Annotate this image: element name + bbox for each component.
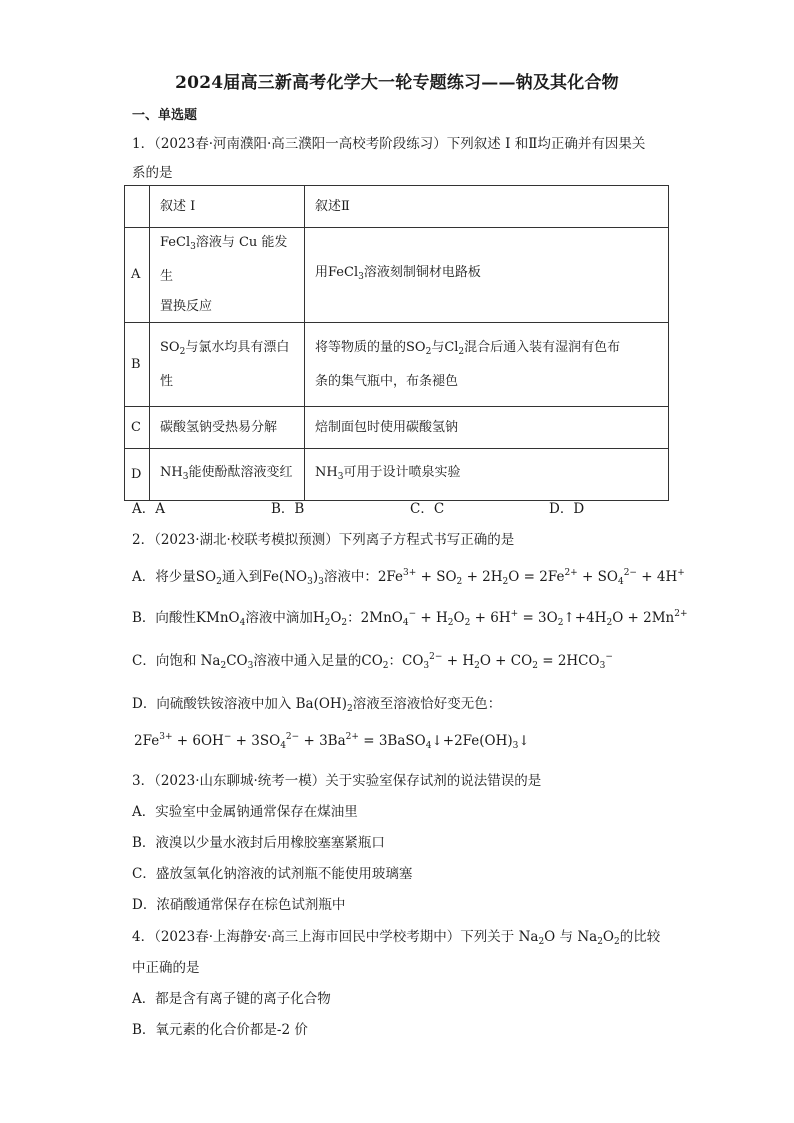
cell-text: 条的集气瓶中，布条褪色 [315, 373, 459, 389]
table-row [125, 407, 669, 449]
table-cell [305, 449, 669, 501]
table-header-cell: 叙述Ⅱ [305, 186, 669, 228]
row-label: D [125, 449, 150, 501]
page-title: 2024届高三新高考化学大一轮专题练习——钠及其化合物 [175, 73, 619, 93]
q1-table [124, 185, 669, 501]
table-row [125, 323, 669, 407]
table-cell [150, 323, 305, 407]
cell-text: 与Cl [431, 339, 459, 355]
cell-text: FeCl [160, 235, 191, 250]
q3-option-a: A．实验室中金属钠通常保存在煤油里 [132, 804, 358, 820]
table-header-cell: 叙述 I [150, 186, 305, 228]
cell-text: 用FeCl [315, 265, 359, 280]
table-cell [150, 228, 305, 323]
q1-stem-line2: 系的是 [132, 165, 173, 181]
q4-stem-line2: 中正确的是 [132, 960, 200, 976]
cell-text: SO [160, 339, 180, 355]
table-header-cell [125, 186, 150, 228]
q1-option-d: D．D [549, 501, 585, 517]
cell-text: 与氯水均具有漂白 [185, 339, 290, 355]
q2-option-c: C．向饱和 $Na_2CO_3$溶液中通入足量的$CO_2$：$CO_3^{2-} + H_2O + CO_2 = 2HCO_3^-$ [132, 652, 613, 671]
q3-option-d: D．浓硝酸通常保存在棕色试剂瓶中 [132, 897, 346, 913]
subscript: 2 [458, 346, 465, 357]
q4-option-b: B．氧元素的化合价都是-2 价 [132, 1022, 308, 1038]
q2-stem: 2．（2023·湖北·校联考模拟预测）下列离子方程式书写正确的是 [132, 532, 515, 548]
q4-stem-line1: 4．（2023春·上海静安·高三上海市回民中学校考期中）下列关于 $Na_2O$ 与 $Na_2O_2$的比较 [132, 929, 661, 947]
row-label: C [125, 407, 150, 449]
table-row [125, 186, 669, 228]
cell-text: NH [315, 464, 338, 480]
q1-option-a: A．A [132, 501, 165, 517]
cell-text: 性 [160, 373, 174, 389]
subscript: 3 [182, 471, 189, 482]
table-row [125, 449, 669, 501]
q2-option-d: D．向硫酸铁铵溶液中加入 $Ba(OH)_2$溶液至溶液恰好变无色： [132, 696, 502, 714]
subscript: 2 [179, 346, 186, 357]
q1-option-c: C．C [410, 501, 445, 517]
subscript: 2 [425, 346, 432, 357]
q3-option-b: B．液溴以少量水液封后用橡胶塞塞紧瓶口 [132, 835, 385, 851]
q2-option-d-equation: $2Fe^{3+} + 6OH^- + 3SO_4^{2-} + 3Ba^{2+}$ = $3BaSO_4↓+2Fe(OH)_3↓$ [134, 732, 530, 751]
table-cell [305, 323, 669, 407]
q4-option-a: A．都是含有离子键的离子化合物 [132, 991, 331, 1007]
table-cell [150, 449, 305, 501]
row-label: B [125, 323, 150, 407]
q3-option-c: C．盛放氢氧化钠溶液的试剂瓶不能使用玻璃塞 [132, 866, 413, 882]
q1-option-b: B．B [271, 501, 305, 517]
cell-text: 溶液与 Cu 能发生 [160, 235, 288, 284]
cell-text: 溶液刻制铜材电路板 [363, 265, 481, 280]
cell-text: 置换反应 [160, 299, 213, 314]
q2-option-a: A．将少量$SO_2$通入到$Fe(NO_3)_3$溶液中：$2Fe^{3+} + SO_2 + 2H_2O = 2Fe^{2+} + SO_4^{2-} + 4H^+$ [132, 568, 685, 587]
subscript: 3 [337, 471, 344, 482]
table-cell [305, 228, 669, 323]
table-row [125, 228, 669, 323]
q1-stem-line1: 1．（2023春·河南濮阳·高三濮阳一高校考阶段练习）下列叙述 I 和Ⅱ均正确并有因果关 [132, 136, 646, 152]
subscript: 3 [358, 272, 364, 282]
row-label: A [125, 228, 150, 323]
cell-text: 将等物质的量的SO [315, 339, 426, 355]
cell-text: 混合后通入装有湿润有色布 [464, 339, 621, 355]
q3-stem: 3．（2023·山东聊城·统考一模）关于实验室保存试剂的说法错误的是 [132, 773, 542, 789]
section-heading: 一、单选题 [132, 108, 198, 123]
table-cell: 焙制面包时使用碳酸氢钠 [305, 407, 669, 449]
q2-option-b: B．向酸性KMnO$_4$溶液中滴加$H_2O_2$：$2MnO_4^- + H_2O_2 + 6H^+$ = $3O_2↑+4H_2O + 2Mn^{2+}$ [132, 609, 688, 628]
subscript: 3 [190, 242, 196, 252]
table-cell: 碳酸氢钠受热易分解 [150, 407, 305, 449]
cell-text: NH [160, 464, 183, 480]
cell-text: 可用于设计喷泉实验 [343, 464, 461, 480]
cell-text: 能使酚酞溶液变红 [188, 464, 293, 480]
